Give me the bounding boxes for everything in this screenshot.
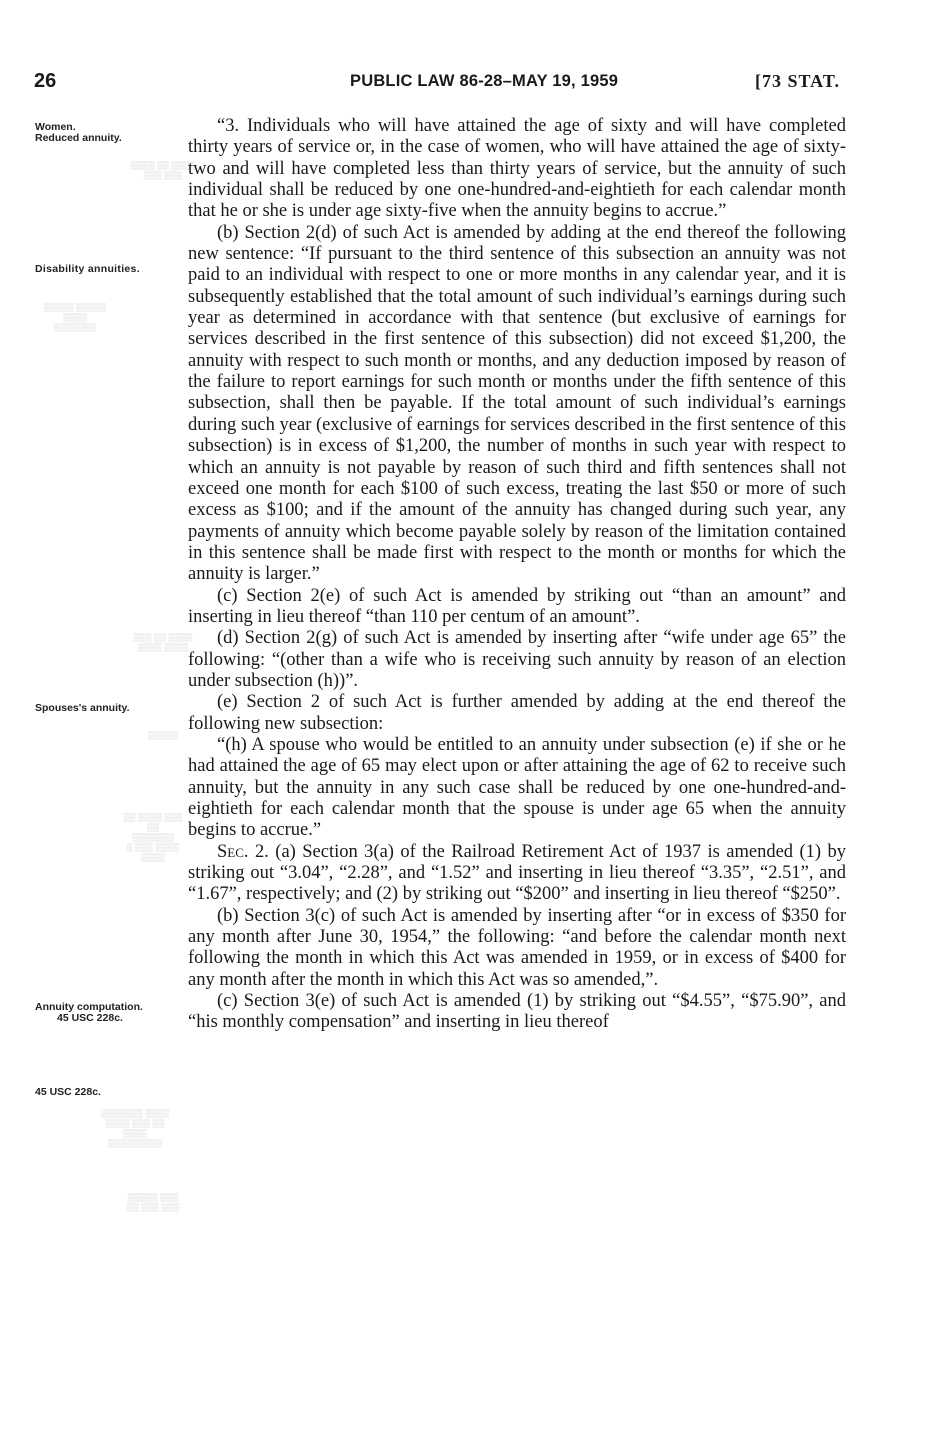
page-header [34, 70, 840, 94]
paragraph-e-section-2: (e) Section 2 of such Act is further amended by adding at the end thereof the following new subsection: [188, 692, 846, 734]
running-title: PUBLIC LAW 86-28–MAY 19, 1959 [350, 72, 619, 90]
women-label: Women. [35, 121, 76, 133]
margin-note-usc: 45 USC 228c. [35, 1086, 101, 1098]
paragraph-sec-2a [188, 842, 846, 906]
paragraph-c-section-2e: (c) Section 2(e) of such Act is amended by striking out “than an amount” and inserting in lieu thereof “than 110 per centum of an amount”. [188, 585, 846, 627]
margin-note-women [35, 122, 187, 144]
paragraph-b-section-3c: (b) Section 3(c) of such Act is amended by inserting after “or in excess of $350 for any month after June 30, 1954,” the following: “and before the calendar month next following the month in which this Act was amended in 1959, or in excess of $400 for any month after the month in which this Act was so amended,”. [188, 905, 846, 990]
margin-note-disability: Disability annuities. [35, 263, 140, 275]
section-2a-text: (a) Section 3(a) of the Railroad Retirement Act of 1937 is amended (1) by striking out “3.04”, “2.28”, and “1.52” and inserting in lieu thereof “3.35”, “2.51”, and “1.67”, respectively; and (2) by striking out “$200” and inserting in lieu thereof “$250”. [188, 841, 846, 905]
statute-reference: [73 STAT. [754, 71, 840, 91]
bleed-through-mark: ▒▒▒▒▒ ▒▒▒ ▒▒ ▒▒▒ ▒▒▒ [126, 1192, 180, 1212]
bleed-through-mark: ▒▒▒▒▒▒▒ ▒▒▒▒ ▒▒▒▒ ▒▒▒ ▒▒ ▒▒▒▒ ▒▒▒▒▒▒▒▒▒ [100, 1108, 170, 1148]
paragraph-c-section-3e: (c) Section 3(e) of such Act is amended (1) by striking out “$4.55”, “$75.90”, and “his monthly compensation” and inserting in lieu thereof [188, 991, 846, 1033]
margin-note-spouses: Spouses's annuity. [35, 702, 130, 714]
bleed-through-mark: ▒▒▒ ▒▒ ▒▒▒▒ ▒▒▒▒ ▒▒▒▒ [133, 632, 193, 652]
paragraph-3-individuals: “3. Individuals who will have attained the age of sixty and will have completed thirty years of service or, in the case of women, who will have attained the age of sixty-two and will have completed less than thirty years of service, but the annuity of such individual shall be reduced by one one-hundred-and-eightieth for each calendar month that he or she is under age sixty-five when the annuity begins to accrue.” [188, 116, 846, 222]
page-number: 26 [34, 70, 57, 92]
statute-body [188, 116, 846, 1034]
bleed-through-mark: ▒▒ ▒▒▒▒ ▒▒▒ ▒▒ ▒▒▒▒▒▒▒ ▒ ▒▒▒ ▒▒▒▒ ▒▒▒▒ [123, 812, 183, 862]
bleed-through-mark: ▒▒▒▒▒ ▒▒▒▒▒ ▒▒▒▒ ▒▒▒▒▒▒▒ [43, 302, 107, 332]
section-heading: Sec. 2. [217, 841, 269, 862]
bleed-through-mark: ▒▒▒▒ ▒▒ ▒▒▒▒ ▒▒▒ ▒▒▒ [130, 160, 196, 180]
usc-citation: 45 USC 228c. [57, 1012, 123, 1024]
paragraph-b-section-2d: (b) Section 2(d) of such Act is amended by adding at the end thereof the following new sentence: “If pursuant to the third sentence of this subsection an annuity was not paid to an individual with respect to one or more months in any calendar year, and it is subsequently established that the total amount of such individual’s earnings during such year as determined in accordance with that sentence (but exclusive of earnings for services described in the first sentence of this subsection) did not exceed $1,200, the annuity with respect to such month or months, and any deduction imposed by reason of the failure to report earnings for such month or months under the fifth sentence of this subsection, shall then be payable. If the total amount of such individual’s earnings during such year (exclusive of earnings for services described in the first sentence of this subsection) is in excess of $1,200, the number of months in such year with respect to which an annuity is not payable by reason of such third and fifth sentences shall not exceed one month for each $100 of such excess, treating the last $50 or more of such excess as $100; and if the amount of the annuity has changed during such year, any payments of annuity which become payable solely by reason of the limitation contained in this sentence shall be made first with respect to the month or months for which the annuity is larger.” [188, 222, 846, 585]
margin-note-annuity-computation [35, 1002, 163, 1024]
bleed-through-mark: ▒▒▒▒▒ [147, 730, 179, 740]
paragraph-h-spouse: “(h) A spouse who would be entitled to an annuity under subsection (e) if she or he had attained the age of 65 may elect upon or after attaining the age of 62 to receive such annuity, but the annuity in any such case shall be reduced by one one-hundred-and-eightieth for each calendar month that the spouse is under age 65 when the annuity begins to accrue.” [188, 734, 846, 841]
annuity-computation-label: Annuity computation. [35, 1001, 143, 1013]
reduced-annuity-label: Reduced annuity. [35, 132, 122, 144]
paragraph-d-section-2g: (d) Section 2(g) of such Act is amended by inserting after “wife under age 65” the following: “(other than a wife who is receiving such annuity by reason of an election under subsection (h))”. [188, 628, 846, 691]
